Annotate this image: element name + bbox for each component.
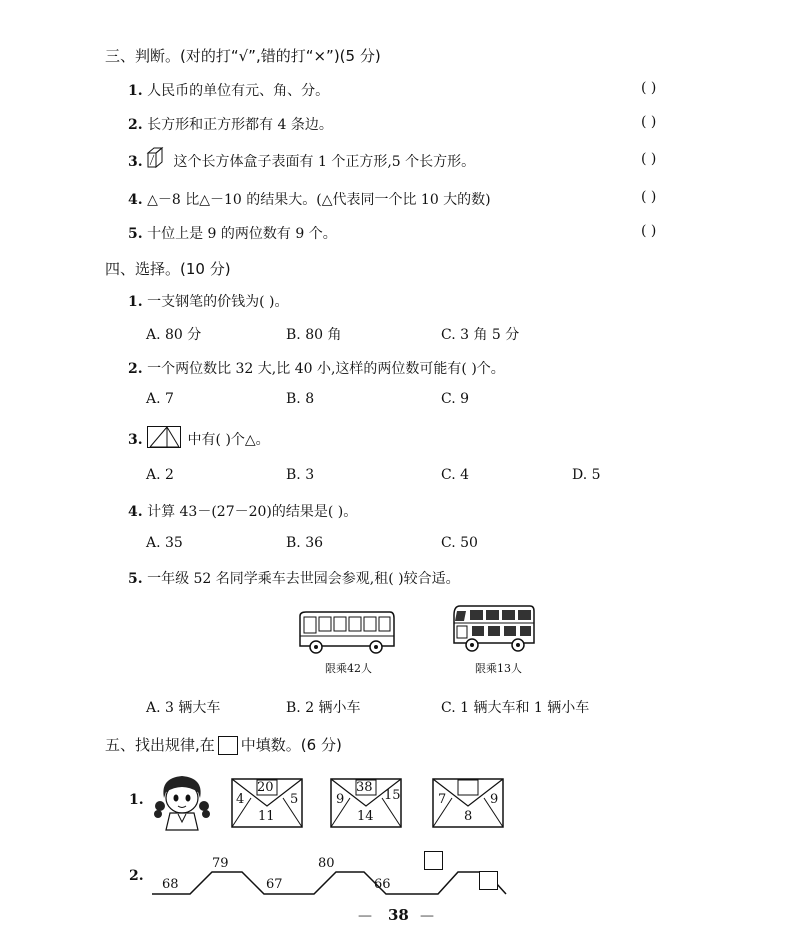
- envelope-2-top: 38: [356, 780, 373, 795]
- choice-q2: [128, 358, 505, 378]
- big-bus-icon: [296, 610, 396, 656]
- zigzag-value-5: 66: [374, 877, 391, 892]
- judge-item-3: [128, 151, 475, 171]
- choice-q1-option-c[interactable]: C. 3 角 5 分: [441, 327, 520, 343]
- zigzag-value-2: 79: [212, 856, 229, 871]
- envelope-1-top: 20: [257, 780, 274, 795]
- big-bus-label: 限乘42人: [325, 662, 372, 675]
- choice-q1-text: 一支钢笔的价钱为( )。: [147, 294, 289, 310]
- zigzag-value-1: 68: [162, 877, 179, 892]
- judge-item-1-num: 1.: [128, 83, 143, 99]
- envelope-2-right: 15: [384, 788, 401, 803]
- pattern-row-2-num: 2.: [129, 868, 144, 884]
- judge-item-4-answer[interactable]: ( ): [641, 189, 657, 205]
- choice-q4-num: 4.: [128, 504, 143, 520]
- judge-item-5-answer[interactable]: ( ): [641, 223, 657, 239]
- section-choice-title: 四、选择。(10 分): [105, 260, 231, 278]
- judge-item-3-text: 这个长方体盒子表面有 1 个正方形,5 个长方形。: [173, 154, 476, 170]
- judge-item-5-text: 十位上是 9 的两位数有 9 个。: [147, 226, 337, 242]
- choice-q3-option-c[interactable]: C. 4: [441, 467, 470, 483]
- judge-item-1-answer[interactable]: ( ): [641, 80, 657, 96]
- judge-item-1: [128, 80, 329, 100]
- choice-q2-num: 2.: [128, 361, 143, 377]
- section-pattern-title: [105, 734, 342, 755]
- judge-item-3-answer[interactable]: ( ): [641, 151, 657, 167]
- judge-item-2-answer[interactable]: ( ): [641, 114, 657, 130]
- choice-q5-option-b[interactable]: B. 2 辆小车: [286, 700, 361, 716]
- choice-q5-num: 5.: [128, 571, 143, 587]
- envelope-1-left: 4: [236, 792, 245, 807]
- choice-q2-text: 一个两位数比 32 大,比 40 小,这样的两位数可能有( )个。: [147, 361, 505, 377]
- section-judge-title: 三、判断。(对的打“√”,错的打“×”)(5 分): [105, 47, 381, 65]
- envelope-1-right: 5: [290, 792, 299, 807]
- judge-item-5: [128, 223, 337, 243]
- girl-icon: [152, 770, 212, 832]
- choice-q1-option-b[interactable]: B. 80 角: [286, 327, 342, 343]
- choice-q1-option-a[interactable]: A. 80 分: [146, 327, 202, 343]
- choice-q4-option-b[interactable]: B. 36: [286, 535, 324, 551]
- choice-q3-text: 中有( )个△。: [187, 432, 270, 448]
- envelope-2-bottom: 14: [357, 809, 374, 824]
- judge-item-5-num: 5.: [128, 226, 143, 242]
- judge-item-4: [128, 189, 491, 209]
- zigzag-answer-box-2[interactable]: [479, 871, 498, 890]
- choice-q3-num: 3.: [128, 432, 143, 448]
- zigzag-value-3: 67: [266, 877, 283, 892]
- choice-q4-text: 计算 43－(27－20)的结果是( )。: [147, 504, 358, 520]
- judge-item-3-num: 3.: [128, 154, 143, 170]
- page-dash-left: —: [358, 908, 372, 924]
- small-bus-label: 限乘13人: [475, 662, 522, 675]
- section-pattern-title-pre: 五、找出规律,在: [105, 736, 215, 754]
- zigzag-answer-box-1[interactable]: [424, 851, 443, 870]
- page-number: 38: [388, 906, 409, 924]
- envelope-2-left: 9: [336, 792, 345, 807]
- judge-item-2-text: 长方形和正方形都有 4 条边。: [147, 117, 333, 133]
- zigzag-value-4: 80: [318, 856, 335, 871]
- choice-q2-option-c[interactable]: C. 9: [441, 391, 470, 407]
- choice-q5-option-c[interactable]: C. 1 辆大车和 1 辆小车: [441, 700, 590, 716]
- page-dash-right: —: [420, 908, 434, 924]
- box-icon: [144, 147, 164, 169]
- choice-q2-option-b[interactable]: B. 8: [286, 391, 315, 407]
- triangle-figure-icon: [147, 426, 181, 448]
- choice-q3-option-a[interactable]: A. 2: [146, 467, 174, 483]
- envelope-1-bottom: 11: [258, 809, 275, 824]
- choice-q3-option-d[interactable]: D. 5: [572, 467, 601, 483]
- choice-q5-text: 一年级 52 名同学乘车去世园会参观,租( )较合适。: [147, 571, 460, 587]
- judge-item-2: [128, 114, 333, 134]
- small-bus-icon: [450, 603, 536, 655]
- judge-item-1-text: 人民币的单位有元、角、分。: [147, 83, 330, 99]
- envelope-3-bottom: 8: [464, 809, 473, 824]
- choice-q4: [128, 501, 357, 521]
- choice-q5: [128, 568, 460, 588]
- judge-item-4-text: △－8 比△－10 的结果大。(△代表同一个比 10 大的数): [147, 192, 491, 208]
- choice-q4-option-a[interactable]: A. 35: [146, 535, 183, 551]
- envelope-3-answer-input[interactable]: [458, 780, 478, 795]
- choice-q3-option-b[interactable]: B. 3: [286, 467, 315, 483]
- judge-item-2-num: 2.: [128, 117, 143, 133]
- blank-box-icon: [218, 736, 238, 755]
- choice-q5-option-a[interactable]: A. 3 辆大车: [146, 700, 221, 716]
- section-pattern-title-post: 中填数。(6 分): [240, 736, 342, 754]
- choice-q2-option-a[interactable]: A. 7: [146, 391, 174, 407]
- choice-q1: [128, 291, 288, 311]
- envelope-3-left: 7: [438, 792, 447, 807]
- pattern-row-1-num: 1.: [129, 792, 144, 808]
- choice-q4-option-c[interactable]: C. 50: [441, 535, 478, 551]
- choice-q1-num: 1.: [128, 294, 143, 310]
- envelope-3-right: 9: [490, 792, 499, 807]
- judge-item-4-num: 4.: [128, 192, 143, 208]
